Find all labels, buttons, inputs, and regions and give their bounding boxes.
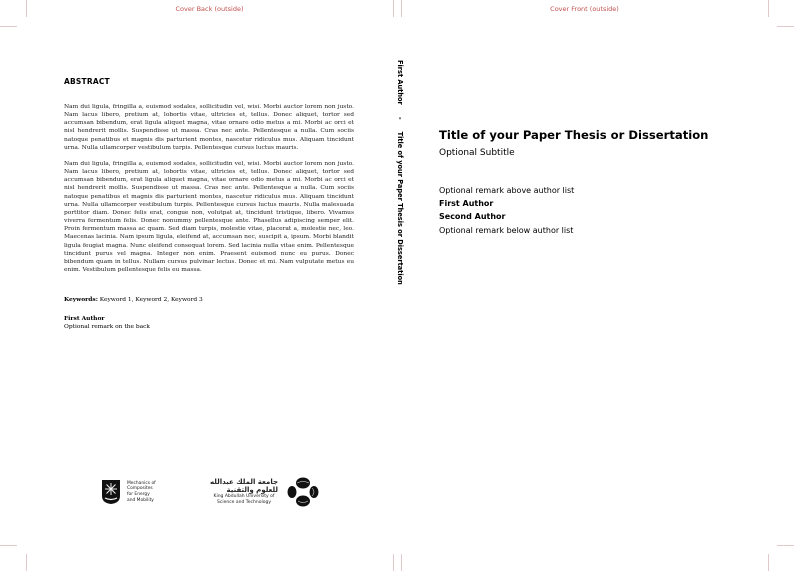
back-author-remark: Optional remark on the back [64, 324, 151, 330]
spine-separator: - [396, 116, 404, 120]
crop-mark [0, 545, 17, 546]
keywords-value: Keyword 1, Keyword 2, Keyword 3 [97, 297, 203, 303]
remark-above-authors: Optional remark above author list [439, 186, 575, 195]
kaust-english: Science and Technology [217, 500, 271, 505]
kaust-arabic: للعلوم والتقنية [226, 486, 278, 495]
crop-mark [393, 0, 394, 17]
abstract-body [64, 103, 354, 282]
crop-mark [401, 554, 402, 571]
mcem-line: and Mobility [127, 497, 154, 503]
kaust-logo [210, 476, 320, 508]
spine-title: Title of your Paper Thesis or Dissertation [396, 131, 404, 285]
abstract-paragraph: Nam dui ligula, fringilla a, euismod sodales, sollicitudin vel, wisi. Morbi auctor lorem non justo. Nam lacus libero, pretium at, lobortis vitae, ultricies et, tellus. Donec aliquet, tortor sed accumsan bibendum, erat ligula aliquet magna, vitae ornare odio metus a mi. Morbi ac orci et nisl hendrerit mollis. Suspendisse ut massa. Cras nec ante. Pellentesque a nulla. Cum sociis natoque penatibus et magnis dis parturient montes, nascetur ridiculus mus. Aliquam tincidunt urna. Nulla ullamcorper vestibulum turpis. Pellentesque cursus luctus mauris. [64, 104, 354, 151]
back-author-name: First Author [64, 315, 105, 322]
crop-mark [768, 554, 769, 571]
mcem-shield-icon [101, 479, 121, 505]
crop-mark [768, 0, 769, 17]
cover-front-label: Cover Front (outside) [550, 5, 619, 13]
crop-mark [0, 26, 17, 27]
spine-author: First Author [396, 60, 404, 105]
mcem-logo [101, 479, 156, 505]
crop-mark [777, 545, 794, 546]
crop-mark [26, 554, 27, 571]
spine-text [396, 60, 404, 285]
kaust-text [210, 478, 278, 505]
crop-mark [777, 26, 794, 27]
remark-below-authors: Optional remark below author list [439, 226, 574, 235]
abstract-paragraph: Nam dui ligula, fringilla a, euismod sodales, sollicitudin vel, wisi. Morbi auctor lorem non justo. Nam lacus libero, pretium at, lobortis vitae, ultricies et, tellus. Donec aliquet, tortor sed accumsan bibendum, erat ligula aliquet magna, vitae ornare odio metus a mi. Morbi ac orci et nisl hendrerit mollis. Suspendisse ut massa. Cras nec ante. Pellentesque a nulla. Cum sociis natoque penatibus et magnis dis parturient montes, nascetur ridiculus mus. Aliquam tincidunt urna. Nulla ullamcorper vestibulum turpis. Pellentesque cursus luctus mauris. Nulla malesuada porttitor diam. Donec felis erat, congue non, volutpat at, tincidunt tristique, libero. Vivamus viverra fermentum felis. Donec nonummy pellentesque ante. Phasellus adipiscing semper elit. Proin fermentum massa ac quam. Sed diam turpis, molestie vitae, placerat a, molestie nec, leo. Maecenas lacinia. Nam ipsum ligula, eleifend at, accumsan nec, suscipit a, ipsum. Morbi blandit ligula feugiat magna. Nunc eleifend consequat lorem. Sed lacinia nulla vitae enim. Pellentesque tincidunt purus vel magna. Integer non enim. Praesent euismod nunc eu purus. Donec bibendum quam in tellus. Nullam cursus pulvinar lectus. Donec et mi. Nam vulputate metus eu enim. Vestibulum pellentesque felis eu massa. [64, 160, 354, 273]
front-subtitle: Optional Subtitle [439, 148, 515, 158]
front-author: Second Author [439, 212, 506, 221]
mcem-line: Composites [127, 486, 153, 492]
front-author: First Author [439, 199, 494, 208]
kaust-arabic: جامعة الملك عبدالله [210, 478, 278, 487]
keywords-label: Keywords: [64, 296, 98, 303]
crop-mark [393, 554, 394, 571]
abstract-heading: ABSTRACT [64, 77, 110, 86]
kaust-english: King Abdullah University of [213, 494, 275, 500]
cover-back-label: Cover Back (outside) [175, 5, 244, 13]
mcem-text [127, 481, 156, 503]
mcem-line: Mechanics of [127, 480, 156, 486]
back-author-block [64, 314, 150, 332]
mcem-line: for Energy [127, 492, 150, 497]
kaust-emblem-icon [286, 476, 320, 508]
front-title: Title of your Paper Thesis or Dissertation [439, 128, 709, 142]
keywords [64, 296, 203, 303]
